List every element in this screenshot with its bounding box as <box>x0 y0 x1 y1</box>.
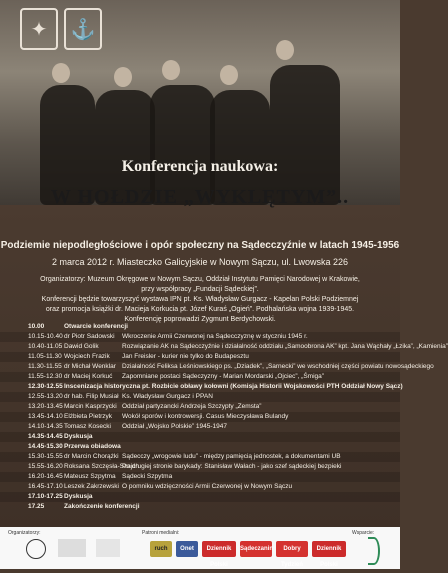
schedule-topic: Po drugiej stronie barykady: Stanisław Wałach - jako szef sądeckiej bezpieki <box>122 463 342 470</box>
photo-face <box>162 60 180 80</box>
schedule-row <box>0 462 400 472</box>
schedule-topic: Oddział „Wojsko Polskie” 1945-1947 <box>122 423 228 430</box>
schedule-speaker: Mateusz Szpytma <box>64 473 116 480</box>
schedule-topic: O pomniku wdzięczności Armii Czerwonej w Nowym Sączu <box>122 483 293 490</box>
schedule-topic: Wokół sporów i kontrowersji. Casus Mieczysława Bulandy <box>122 413 289 420</box>
schedule-time: 14.45-15.30 <box>28 443 63 450</box>
schedule-time: 11.55-12.30 <box>28 373 63 380</box>
organizers-line: przy współpracy „Fundacji Sądeckiej”. <box>141 286 259 293</box>
schedule-time: 10.00 <box>28 323 45 330</box>
photo-face <box>52 63 70 83</box>
schedule-time: 14.35-14.45 <box>28 433 63 440</box>
schedule-speaker: dr Marcin Chorążki <box>64 453 119 460</box>
schedule-time: 13.45-14.10 <box>28 413 63 420</box>
media-patrons-label: Patroni medialni: <box>142 530 180 536</box>
schedule-row <box>0 412 400 422</box>
schedule-topic: Wkroczenie Armii Czerwonej na Sądecczyznę w styczniu 1945 r. <box>122 333 308 340</box>
schedule-topic: Zapomniane postaci Sądeczyzny - Marian Mordarski „Ojciec”, „Śmiga” <box>122 373 324 380</box>
schedule-time: 16.20-16.45 <box>28 473 63 480</box>
anchor-emblem-icon: ⚓ <box>64 8 102 50</box>
organizers-line: Konferencję poprowadzi Zygmunt Berdychowski. <box>124 316 276 323</box>
schedule-time: 10.15-10.40 <box>28 333 63 340</box>
schedule-list <box>0 322 448 514</box>
schedule-time: 12.55-13.20 <box>28 393 63 400</box>
photo-face <box>220 65 238 85</box>
dziennik-polski-logo: Dziennik Polski <box>202 541 236 557</box>
schedule-time: 10.40-11.05 <box>28 343 63 350</box>
schedule-row <box>0 342 448 352</box>
schedule-time: 16.45-17.10 <box>28 483 63 490</box>
schedule-row <box>0 432 400 442</box>
schedule-row <box>0 442 400 452</box>
schedule-speaker: Marcin Kasprzycki <box>64 403 117 410</box>
sponsors-footer <box>0 527 400 569</box>
schedule-topic: Działalność Feliksa Leśniowskiego ps. „Dziadek”, „Sarnecki” we wschodniej części powiatu nowosądeckiego <box>122 363 434 370</box>
schedule-time: 15.55-16.20 <box>28 463 63 470</box>
schedule-row <box>0 402 400 412</box>
museum-logo-icon <box>58 539 86 557</box>
schedule-speaker: Tomasz Kosecki <box>64 423 111 430</box>
fundacja-logo-icon <box>96 539 120 557</box>
schedule-row <box>0 392 400 402</box>
support-logo-icon <box>368 537 380 565</box>
dziennik-polski-logo: Dziennik Polski <box>312 541 346 557</box>
ipn-logo-icon <box>26 539 46 559</box>
schedule-row <box>0 452 400 462</box>
organizers-block <box>20 275 380 325</box>
schedule-time: 11.30-11.55 <box>28 363 62 370</box>
onet-logo: Onet <box>176 541 198 557</box>
schedule-event: Inscenizacja historyczna pt. Rozbicie obławy kołowni (Komisja Historii Wojskowości PTH Oddział Nowy Sącz) <box>64 383 403 390</box>
schedule-speaker: Dawid Golik <box>64 343 99 350</box>
ruch-logo: ruch <box>150 541 172 557</box>
conference-subtitle: Podziemie niepodległościowe i opór społeczny na Sądecczyźnie w latach 1945-1956 <box>0 240 400 251</box>
schedule-speaker: Roksana Szczęsła-Szajch <box>64 463 140 470</box>
schedule-time: 15.30-15.55 <box>28 453 63 460</box>
schedule-topic: Ks. Władysław Gurgacz i PPAN <box>122 393 213 400</box>
schedule-topic: Oddział partyzancki Andrzeja Szczypty „Zemsta” <box>122 403 262 410</box>
schedule-topic: Sądecczy „wrogowie ludu” - między pamięcią jednostek, a dokumentami UB <box>122 453 341 460</box>
schedule-row <box>0 422 400 432</box>
organizers-label: Organizatorzy: <box>8 530 41 536</box>
schedule-time: 13.20-13.45 <box>28 403 63 410</box>
schedule-speaker: dr hab. Filip Musiał <box>64 393 119 400</box>
organizers-line: oraz promocja książki dr. Macieja Korkucia pt. Józef Kuraś „Ogień”. Podhalańska wojna 1939-1945. <box>45 306 355 313</box>
eagle-emblem-icon: ✦ <box>20 8 58 50</box>
schedule-time: 14.10-14.35 <box>28 423 63 430</box>
schedule-speaker: Elżbieta Pietrzyk <box>64 413 113 420</box>
schedule-topic: Sądecki Szpytma <box>122 473 173 480</box>
schedule-event: Zakończenie konferencji <box>64 503 140 510</box>
schedule-speaker: Otwarcie konferencji <box>64 323 128 330</box>
conference-dateline: 2 marca 2012 r. Miasteczko Galicyjskie w Nowym Sączu, ul. Lwowska 226 <box>51 257 349 267</box>
conference-kicker: Konferencja naukowa: <box>121 158 279 175</box>
schedule-row <box>0 492 400 502</box>
organizers-line: Organizatorzy: Muzeum Okręgowe w Nowym Sączu, Oddział Instytutu Pamięci Narodowej w Krakowie, <box>40 276 360 283</box>
schedule-time: 12.30-12.55 <box>28 383 63 390</box>
sadeczanin-logo: Sądeczanin <box>240 541 272 557</box>
schedule-event: Dyskusja <box>64 493 93 500</box>
schedule-time: 17.10-17.25 <box>28 493 63 500</box>
schedule-speaker: dr Maciej Korkuć <box>64 373 113 380</box>
organizers-line: Konferencji będzie towarzyszyć wystawa IPN pt. Ks. Władysław Gurgacz - Kapelan Polski Podziemnej <box>41 296 359 303</box>
schedule-event: Przerwa obiadowa <box>64 443 121 450</box>
schedule-row <box>0 362 434 372</box>
schedule-speaker: Wojciech Frazik <box>64 353 110 360</box>
photo-figure <box>270 65 340 205</box>
schedule-time: 11.05-11.30 <box>28 353 62 360</box>
schedule-topic: Rozwiązanie AK na Sądecczyźnie i działalność oddziału „Samoobrona AK” kpt. Jana Wąchały „Łzika”, „Kamienia” <box>122 343 448 350</box>
schedule-row <box>0 332 400 342</box>
conference-title: W HOŁDZIE „WYKLĘTYM”.. <box>50 186 350 208</box>
photo-face <box>114 67 132 87</box>
schedule-time: 17.25 <box>28 503 45 510</box>
photo-face <box>276 40 294 60</box>
schedule-speaker: Leszek Zakrzewski <box>64 483 119 490</box>
schedule-row <box>0 482 400 492</box>
schedule-speaker: dr Piotr Sadowski <box>64 333 115 340</box>
schedule-speaker: dr Michał Wenklar <box>64 363 116 370</box>
schedule-row <box>0 372 400 382</box>
schedule-row <box>0 472 400 482</box>
schedule-row <box>0 352 400 362</box>
schedule-row <box>0 322 400 332</box>
support-label: Wsparcie: <box>352 530 375 536</box>
schedule-event: Dyskusja <box>64 433 93 440</box>
schedule-topic: Jan Freisler - kurier nie tylko do Budapesztu <box>122 353 249 360</box>
dobry-tydzien-logo: Dobry Tydzień <box>276 541 308 557</box>
schedule-row <box>0 382 403 392</box>
schedule-row <box>0 502 400 512</box>
